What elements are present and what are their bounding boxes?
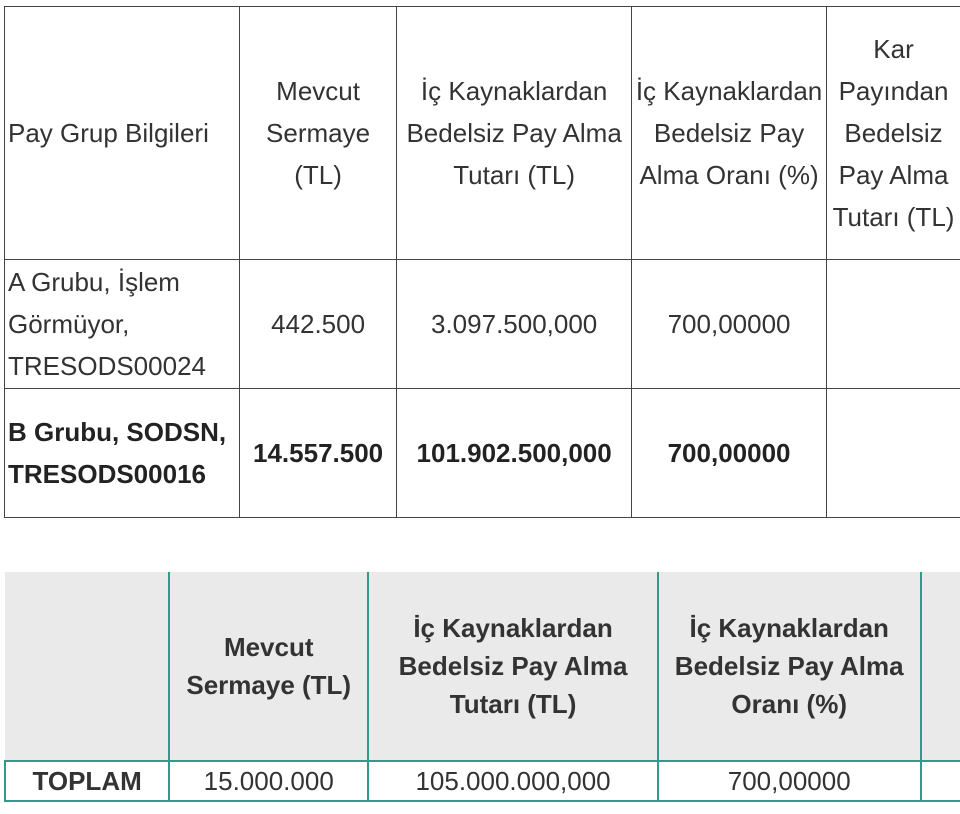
total-capital: 15.000.000 (169, 761, 368, 801)
cell-dividend (827, 260, 960, 389)
total-label: TOPLAM (5, 761, 169, 801)
table-header-row (5, 7, 960, 260)
table-row (5, 260, 960, 389)
cell-ratio: 700,00000 (632, 260, 827, 389)
table-header-row (5, 572, 960, 761)
header-empty (5, 572, 169, 761)
cell-amount: 101.902.500,000 (397, 389, 632, 518)
cell-amount: 3.097.500,000 (397, 260, 632, 389)
total-amount: 105.000.000,000 (368, 761, 658, 801)
pay-grup-table (4, 6, 960, 518)
header-cut-column (921, 572, 960, 761)
header-ic-kaynak-oran: İç Kaynaklardan Bedelsiz Pay Alma Oranı (%) (632, 7, 827, 260)
header-pay-grup-bilgileri: Pay Grup Bilgileri (5, 7, 240, 260)
total-dividend (921, 761, 960, 801)
cell-group: B Grubu, SODSN, TRESODS00016 (5, 389, 240, 518)
total-ratio: 700,00000 (658, 761, 921, 801)
header-ic-kaynak-tutar: İç Kaynaklardan Bedelsiz Pay Alma Tutarı (TL) (397, 7, 632, 260)
toplam-table (4, 572, 960, 802)
cell-capital: 14.557.500 (239, 389, 396, 518)
header-kar-payi-tutar: Kar Payından Bedelsiz Pay Alma Tutarı (TL) (827, 7, 960, 260)
header-mevcut-sermaye: Mevcut Sermaye (TL) (169, 572, 368, 761)
header-ic-kaynak-oran: İç Kaynaklardan Bedelsiz Pay Alma Oranı (%) (658, 572, 921, 761)
cell-dividend (827, 389, 960, 518)
table-row (5, 389, 960, 518)
header-ic-kaynak-tutar: İç Kaynaklardan Bedelsiz Pay Alma Tutarı (TL) (368, 572, 658, 761)
cell-group: A Grubu, İşlem Görmüyor, TRESODS00024 (5, 260, 240, 389)
cell-capital: 442.500 (239, 260, 396, 389)
header-mevcut-sermaye: Mevcut Sermaye (TL) (239, 7, 396, 260)
cell-ratio: 700,00000 (632, 389, 827, 518)
total-row (5, 761, 960, 801)
